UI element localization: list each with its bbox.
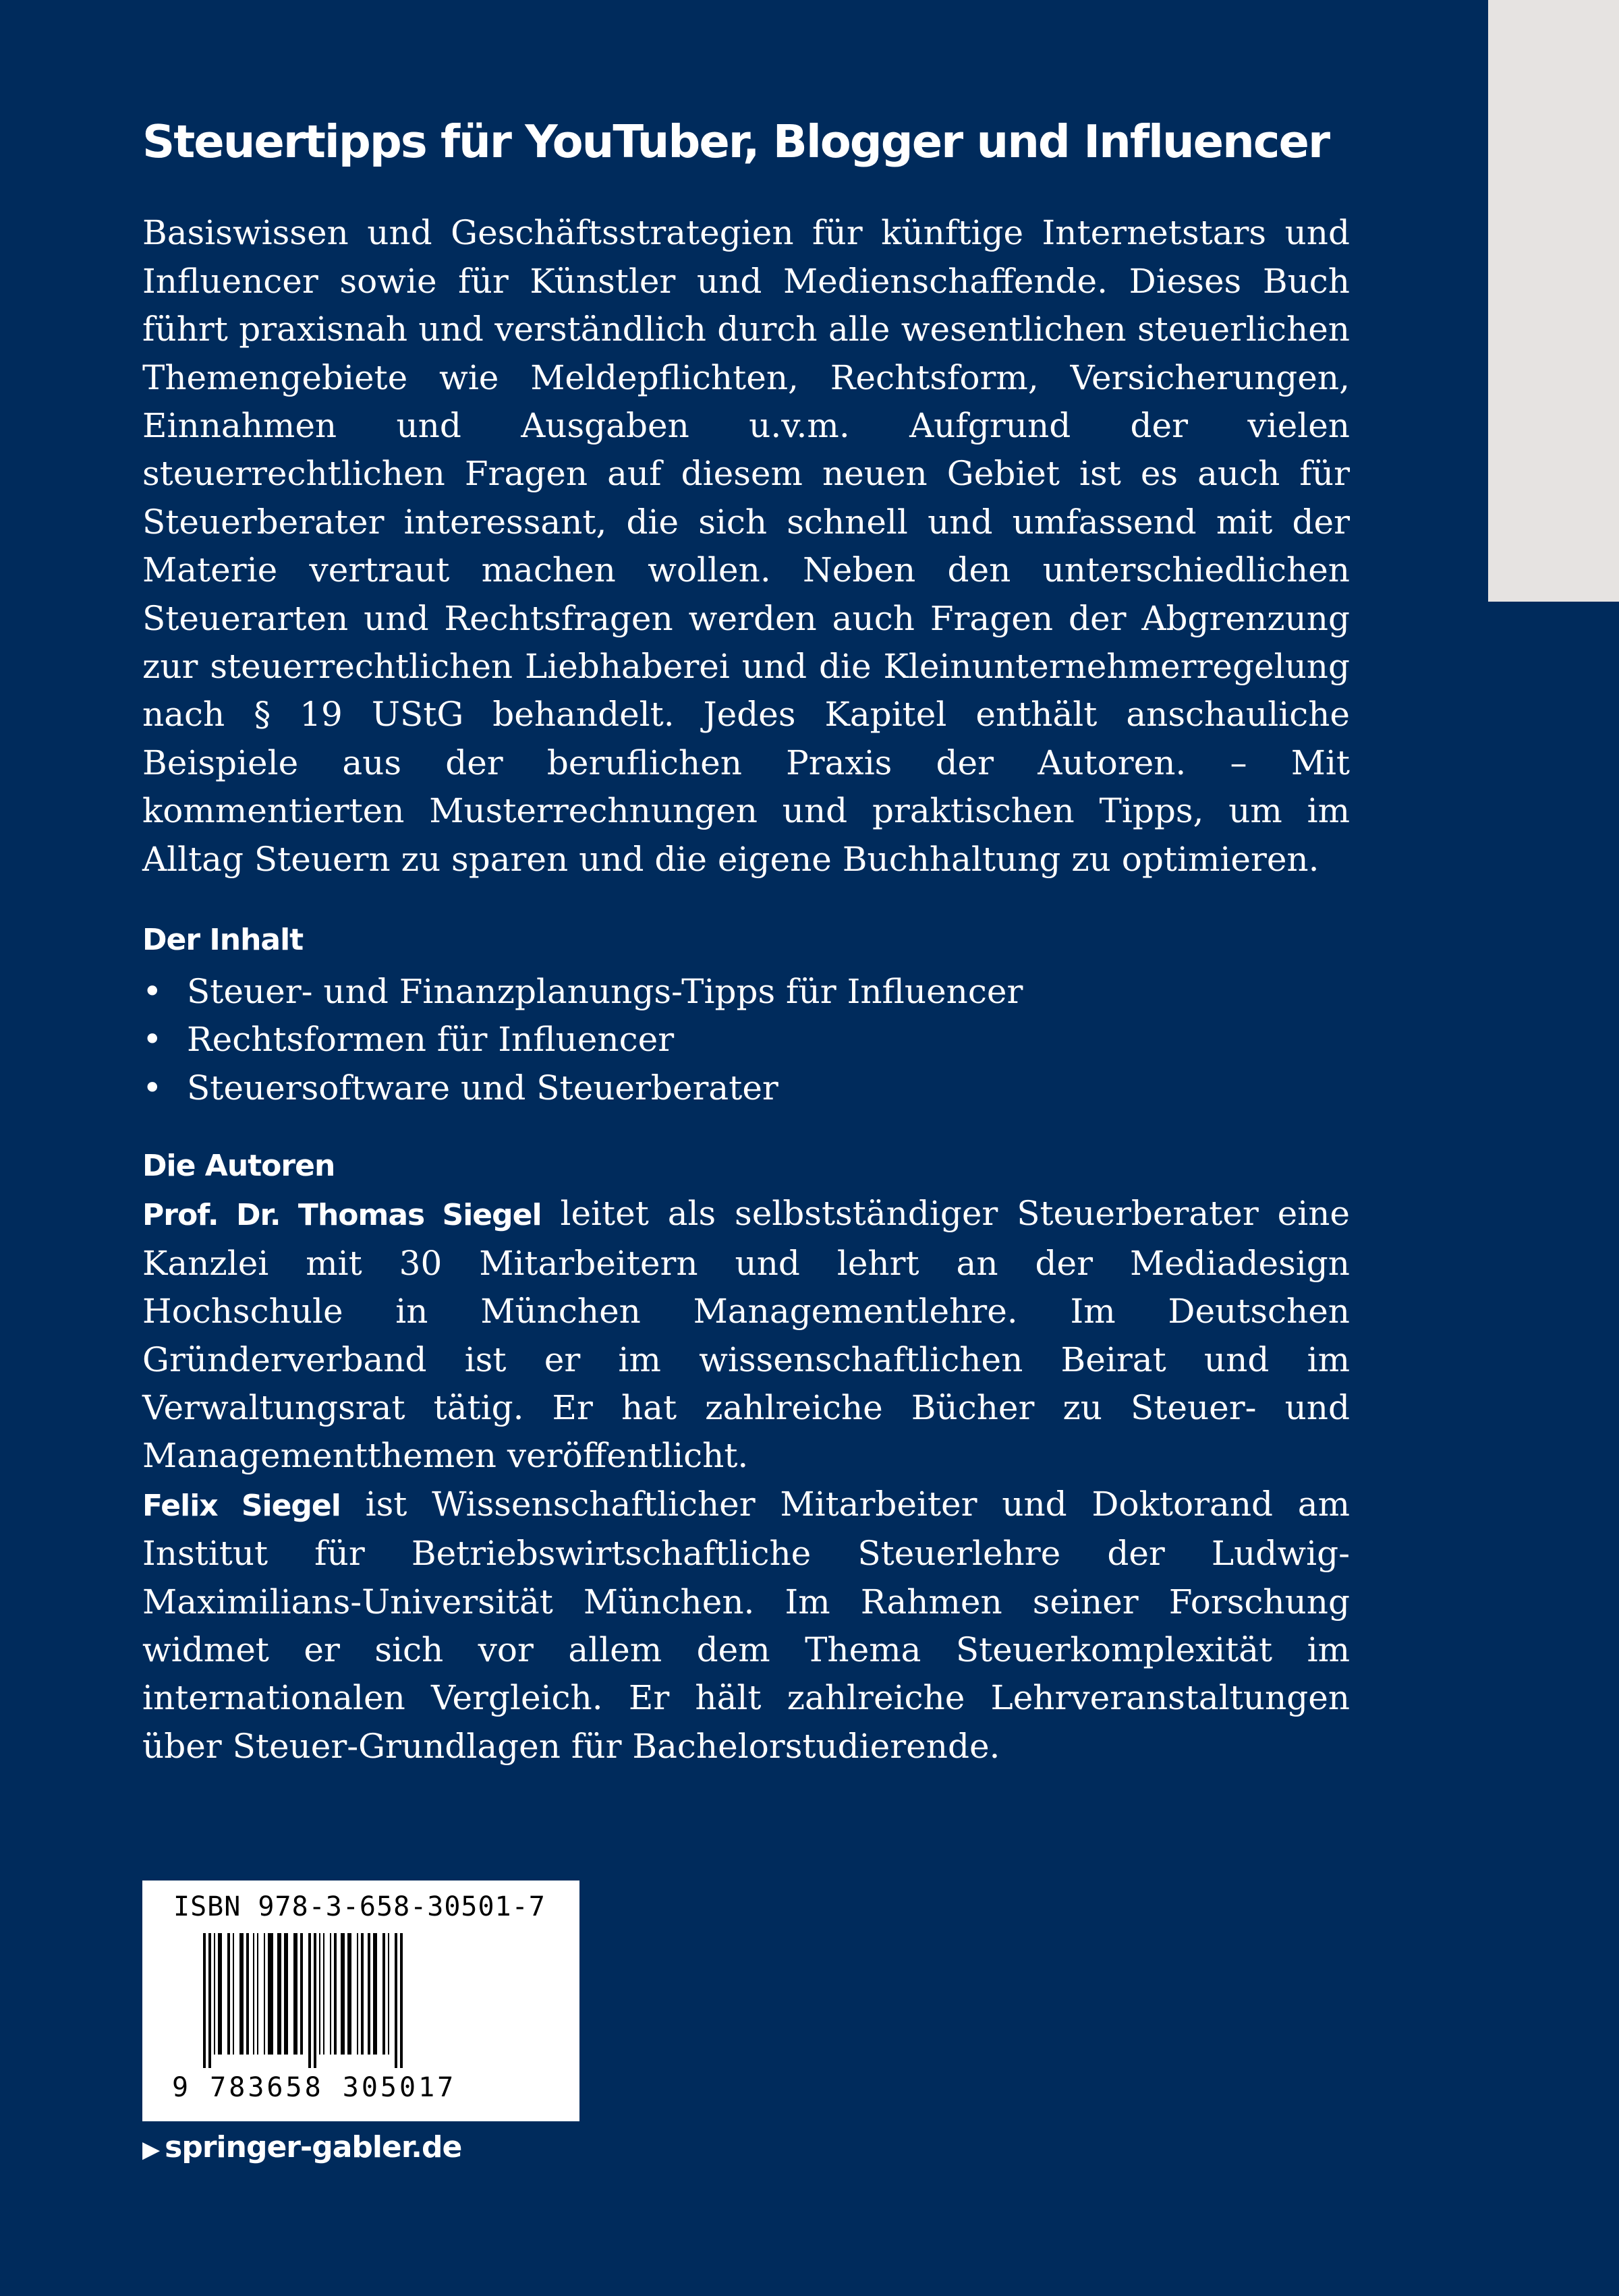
authors-heading: Die Autoren [142,1149,335,1184]
list-item-text: Steuer- und Finanzplanungs-Tipps für Influencer [187,972,1023,1012]
side-strip [1488,0,1619,602]
isbn-barcode-box [142,1881,579,2121]
barcode-bar [293,1933,297,2055]
barcode-bar [227,1933,230,2055]
back-cover-content [142,115,1350,1771]
list-item-text: Rechtsformen für Influencer [187,1020,675,1060]
intro-paragraph: Basiswissen und Geschäftsstrategien für künftige Internetstars und Influencer sowie für Künstler und Medienschaffende. Dieses Buch führt praxisnah und verständlich durch alle wesentlichen steuerlichen Themengebiete wie Meldepflichten, Rechtsform, Versicherungen, Einnahmen und Ausgaben u.v.m. Aufgrund der vielen steuerrechtlichen Fragen auf diesem neuen Gebiet ist es auch für Steuerberater interessant, die sich schnell und umfassend mit der Materie vertraut machen wollen. Neben den unterschiedlichen Steuerarten und Rechtsfragen werden auch Fragen der Abgrenzung zur steuerrechtlichen Liebhaberei und die Kleinunternehmerregelung nach § 19 UStG behandelt. Jedes Kapitel enthält anschauliche Beispiele aus der beruflichen Praxis der Autoren. – Mit kommentierten Musterrechnungen und praktischen Tipps, um im Alltag Steuern zu sparen und die eigene Buchhaltung zu optimieren. [142,213,1350,879]
author-bio-text: ist Wissenschaftlicher Mitarbeiter und Doktorand am Institut für Betriebswirtschaftliche Steuerlehre der Ludwig-Maximilians-Universität München. Im Rahmen seiner Forschung widmet er sich vor allem dem Thema Steuerkomplexität im internationalen Vergleich. Er hält zahlreiche Lehrveranstaltungen über Steuer-Grundlagen für Bachelorstudierende. [142,1484,1350,1766]
list-item-text: Steuersoftware und Steuerberater [187,1068,778,1108]
contents-list [142,968,1350,1112]
barcode-bar [253,1933,254,2055]
barcode-bar [373,1933,377,2055]
barcode-bar [233,1933,234,2055]
author-name: Felix Siegel [142,1488,341,1523]
barcode-bar [246,1933,249,2055]
barcode-bar [341,1933,345,2055]
barcode-bar [361,1933,364,2055]
barcode-bar [400,1933,403,2068]
bullet-icon: • [142,972,163,1012]
barcode-icon [203,1933,527,2068]
barcode-bar [218,1933,222,2055]
publisher-website[interactable] [142,2130,461,2164]
barcode-bar [330,1933,331,2055]
barcode-bar [239,1933,244,2055]
author-bio-text: leitet als selbstständiger Steuerberater eine Kanzlei mit 30 Mitarbeitern und lehrt an der Mediadesign Hochschule in München Managementlehre. Im Deutschen Gründerverband ist er im wissenschaftlichen Beirat und im Verwaltungsrat tätig. Er hat zahlreiche Bücher zu Steuer- und Managementthemen veröffentlicht. [142,1194,1350,1476]
barcode-bar [284,1933,288,2055]
author-bio [142,1190,1350,1480]
barcode-digits: 9 783658 305017 [172,2072,457,2103]
barcode-bar [319,1933,320,2055]
barcode-bar [203,1933,206,2068]
book-title: Steuertipps für YouTuber, Blogger und Influencer [142,115,1329,168]
list-item [142,968,1350,1016]
barcode-bar [268,1933,273,2055]
arrow-right-icon: ▶ [142,2136,160,2163]
barcode-bar [300,1933,303,2055]
author-name: Prof. Dr. Thomas Siegel [142,1198,542,1233]
barcode-bar [314,1933,316,2068]
barcode-bar [368,1933,370,2055]
barcode-bar [323,1933,324,2055]
list-item [142,1016,1350,1064]
author-bio [142,1481,1350,1771]
bullet-icon: • [142,1068,163,1108]
contents-heading: Der Inhalt [142,923,304,958]
barcode-bar [208,1933,211,2068]
barcode-bar [264,1933,265,2055]
barcode-bar [334,1933,337,2055]
barcode-bar [347,1933,351,2055]
website-link-text: springer-gabler.de [165,2130,462,2164]
barcode-bar [395,1933,397,2068]
list-item [142,1064,1350,1112]
barcode-bar [382,1933,385,2055]
barcode-bar [357,1933,358,2055]
bullet-icon: • [142,1020,163,1060]
isbn-label: ISBN 978-3-658-30501-7 [173,1891,546,1922]
barcode-bar [308,1933,311,2068]
barcode-bar [277,1933,281,2055]
barcode-bar [214,1933,215,2055]
barcode-bar [388,1933,389,2055]
barcode-bar [257,1933,258,2055]
